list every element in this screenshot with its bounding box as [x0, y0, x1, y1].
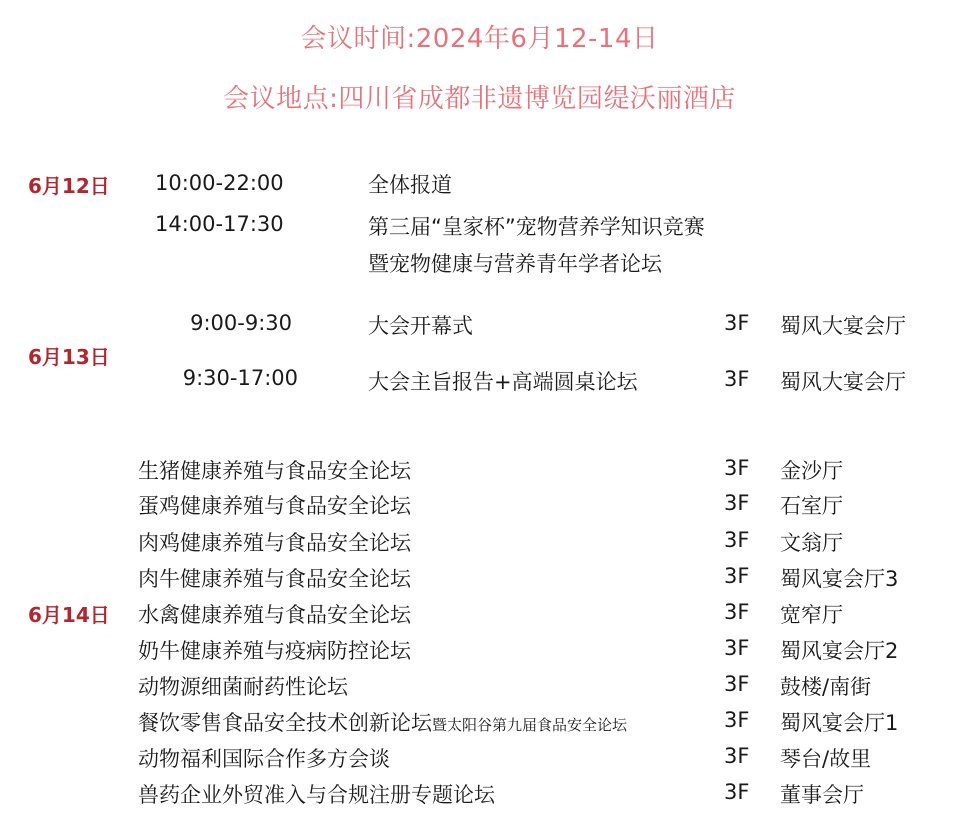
forum-room: 石室厅	[780, 494, 843, 518]
forum-room: 蜀风宴会厅2	[780, 639, 899, 663]
header-time: 会议时间:2024年6月12-14日	[300, 24, 659, 54]
day-label-6-14: 6月14日	[28, 603, 110, 627]
forum-name: 水禽健康养殖与食品安全论坛	[138, 603, 411, 627]
forum-name	[138, 707, 627, 737]
forum-room: 琴台/故里	[780, 747, 872, 771]
forum-name: 肉牛健康养殖与食品安全论坛	[138, 567, 411, 591]
forum-room: 文翁厅	[780, 531, 843, 555]
forum-name: 动物源细菌耐药性论坛	[138, 675, 348, 699]
forum-floor: 3F	[724, 600, 750, 624]
forum-name: 奶牛健康养殖与疫病防控论坛	[138, 639, 411, 663]
forum-name-main: 餐饮零售食品安全技术创新论坛	[138, 711, 432, 735]
schedule-floor: 3F	[724, 367, 750, 391]
forum-room: 董事会厅	[780, 783, 864, 807]
forum-name: 生猪健康养殖与食品安全论坛	[138, 459, 411, 483]
forum-room: 金沙厅	[780, 459, 843, 483]
day-label-6-13: 6月13日	[28, 345, 110, 369]
forum-name-suffix: 暨太阳谷第九届食品安全论坛	[432, 716, 628, 734]
schedule-room: 蜀风大宴会厅	[780, 370, 906, 394]
forum-floor: 3F	[724, 708, 750, 732]
forum-room: 鼓楼/南街	[780, 675, 872, 699]
forum-floor: 3F	[724, 636, 750, 660]
forum-floor: 3F	[724, 564, 750, 588]
schedule-event-line2: 暨宠物健康与营养青年学者论坛	[368, 252, 662, 276]
schedule-event: 大会开幕式	[368, 314, 473, 338]
schedule-time: 9:30-17:00	[182, 366, 298, 390]
day-label-6-12: 6月12日	[28, 174, 110, 198]
forum-floor: 3F	[724, 672, 750, 696]
schedule-time: 10:00-22:00	[155, 171, 284, 195]
forum-floor: 3F	[724, 744, 750, 768]
schedule-event: 第三届“皇家杯”宠物营养学知识竞赛	[368, 215, 705, 239]
header-venue: 会议地点:四川省成都非遗博览园缇沃丽酒店	[223, 84, 736, 114]
schedule-time: 9:00-9:30	[190, 311, 292, 335]
forum-floor: 3F	[724, 780, 750, 804]
forum-room: 蜀风宴会厅1	[780, 711, 899, 735]
schedule-floor: 3F	[724, 311, 750, 335]
forum-name: 肉鸡健康养殖与食品安全论坛	[138, 531, 411, 555]
forum-room: 宽窄厅	[780, 603, 843, 627]
forum-name: 蛋鸡健康养殖与食品安全论坛	[138, 494, 411, 518]
forum-name: 动物福利国际合作多方会谈	[138, 747, 390, 771]
schedule-event: 全体报道	[368, 173, 452, 197]
forum-floor: 3F	[724, 456, 750, 480]
forum-floor: 3F	[724, 528, 750, 552]
schedule-time: 14:00-17:30	[155, 212, 284, 236]
forum-room: 蜀风宴会厅3	[780, 567, 899, 591]
forum-floor: 3F	[724, 491, 750, 515]
schedule-room: 蜀风大宴会厅	[780, 314, 906, 338]
schedule-event: 大会主旨报告+高端圆桌论坛	[368, 370, 638, 394]
forum-name: 兽药企业外贸准入与合规注册专题论坛	[138, 783, 495, 807]
